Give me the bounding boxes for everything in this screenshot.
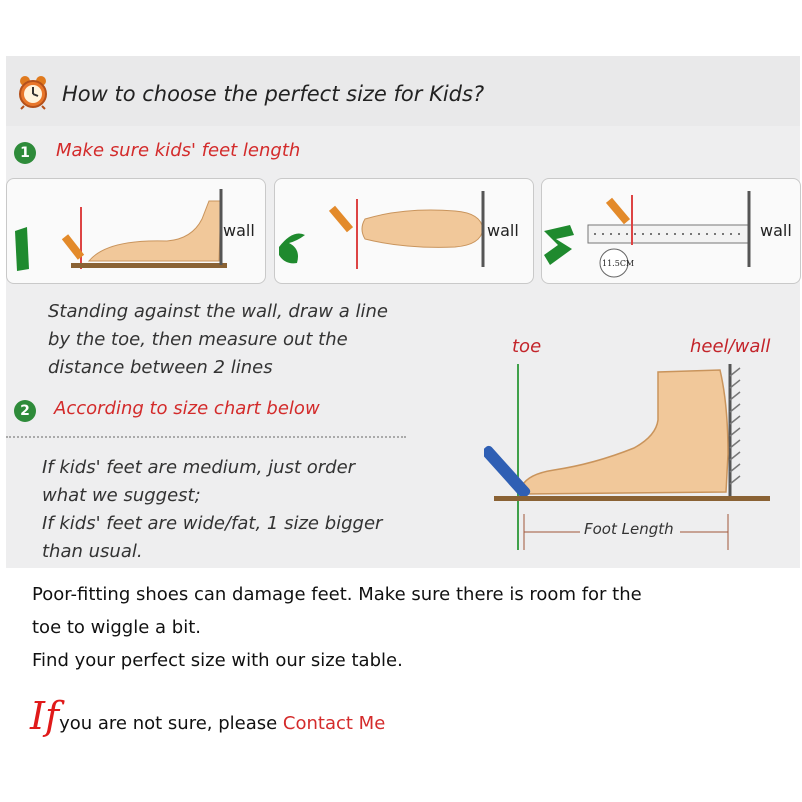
step-2-badge: 2 [14, 400, 36, 422]
contact-me-link[interactable]: Contact Me [282, 713, 386, 734]
step-1-title: Make sure kids' feet length [56, 140, 301, 161]
panel-3-wall-label: wall [760, 221, 792, 240]
measure-panel-1 [6, 178, 266, 284]
foot-length-label: Foot Length [584, 520, 674, 538]
foot-length-diagram [484, 324, 784, 558]
if-word: If [30, 694, 60, 738]
measurement-label: 11.5CM [602, 259, 635, 268]
warning-text-line-2: toe to wiggle a bit. [32, 617, 201, 638]
advice-line: than usual. [42, 541, 143, 562]
panel-2-wall-label: wall [487, 221, 519, 240]
measure-panel-2 [274, 178, 534, 284]
advice-line: what we suggest; [42, 485, 201, 506]
advice-line: If kids' feet are wide/fat, 1 size bigger [42, 513, 383, 534]
measure-instructions [48, 298, 388, 382]
section-divider [6, 436, 406, 438]
size-advice [42, 454, 382, 566]
heel-wall-label: heel/wall [690, 336, 771, 357]
contact-line [30, 694, 385, 738]
guide-title: How to choose the perfect size for Kids? [62, 82, 485, 106]
instruction-line: by the toe, then measure out the [48, 329, 348, 350]
size-guide-image [6, 56, 800, 568]
alarm-clock-icon [16, 74, 50, 110]
toe-label: toe [512, 336, 542, 357]
ruler-ticks [594, 229, 744, 239]
step-1-badge: 1 [14, 142, 36, 164]
warning-text-line-1: Poor-fitting shoes can damage feet. Make sure there is room for the [32, 584, 642, 605]
step-2-title: According to size chart below [54, 398, 320, 419]
size-table-text: Find your perfect size with our size table. [32, 650, 403, 671]
advice-line: If kids' feet are medium, just order [42, 457, 356, 478]
panel-1-wall-label: wall [223, 221, 255, 240]
instruction-line: Standing against the wall, draw a line [48, 301, 388, 322]
measure-panel-3 [541, 178, 801, 284]
contact-prefix-text: you are not sure, please [59, 713, 283, 734]
instruction-line: distance between 2 lines [48, 357, 273, 378]
